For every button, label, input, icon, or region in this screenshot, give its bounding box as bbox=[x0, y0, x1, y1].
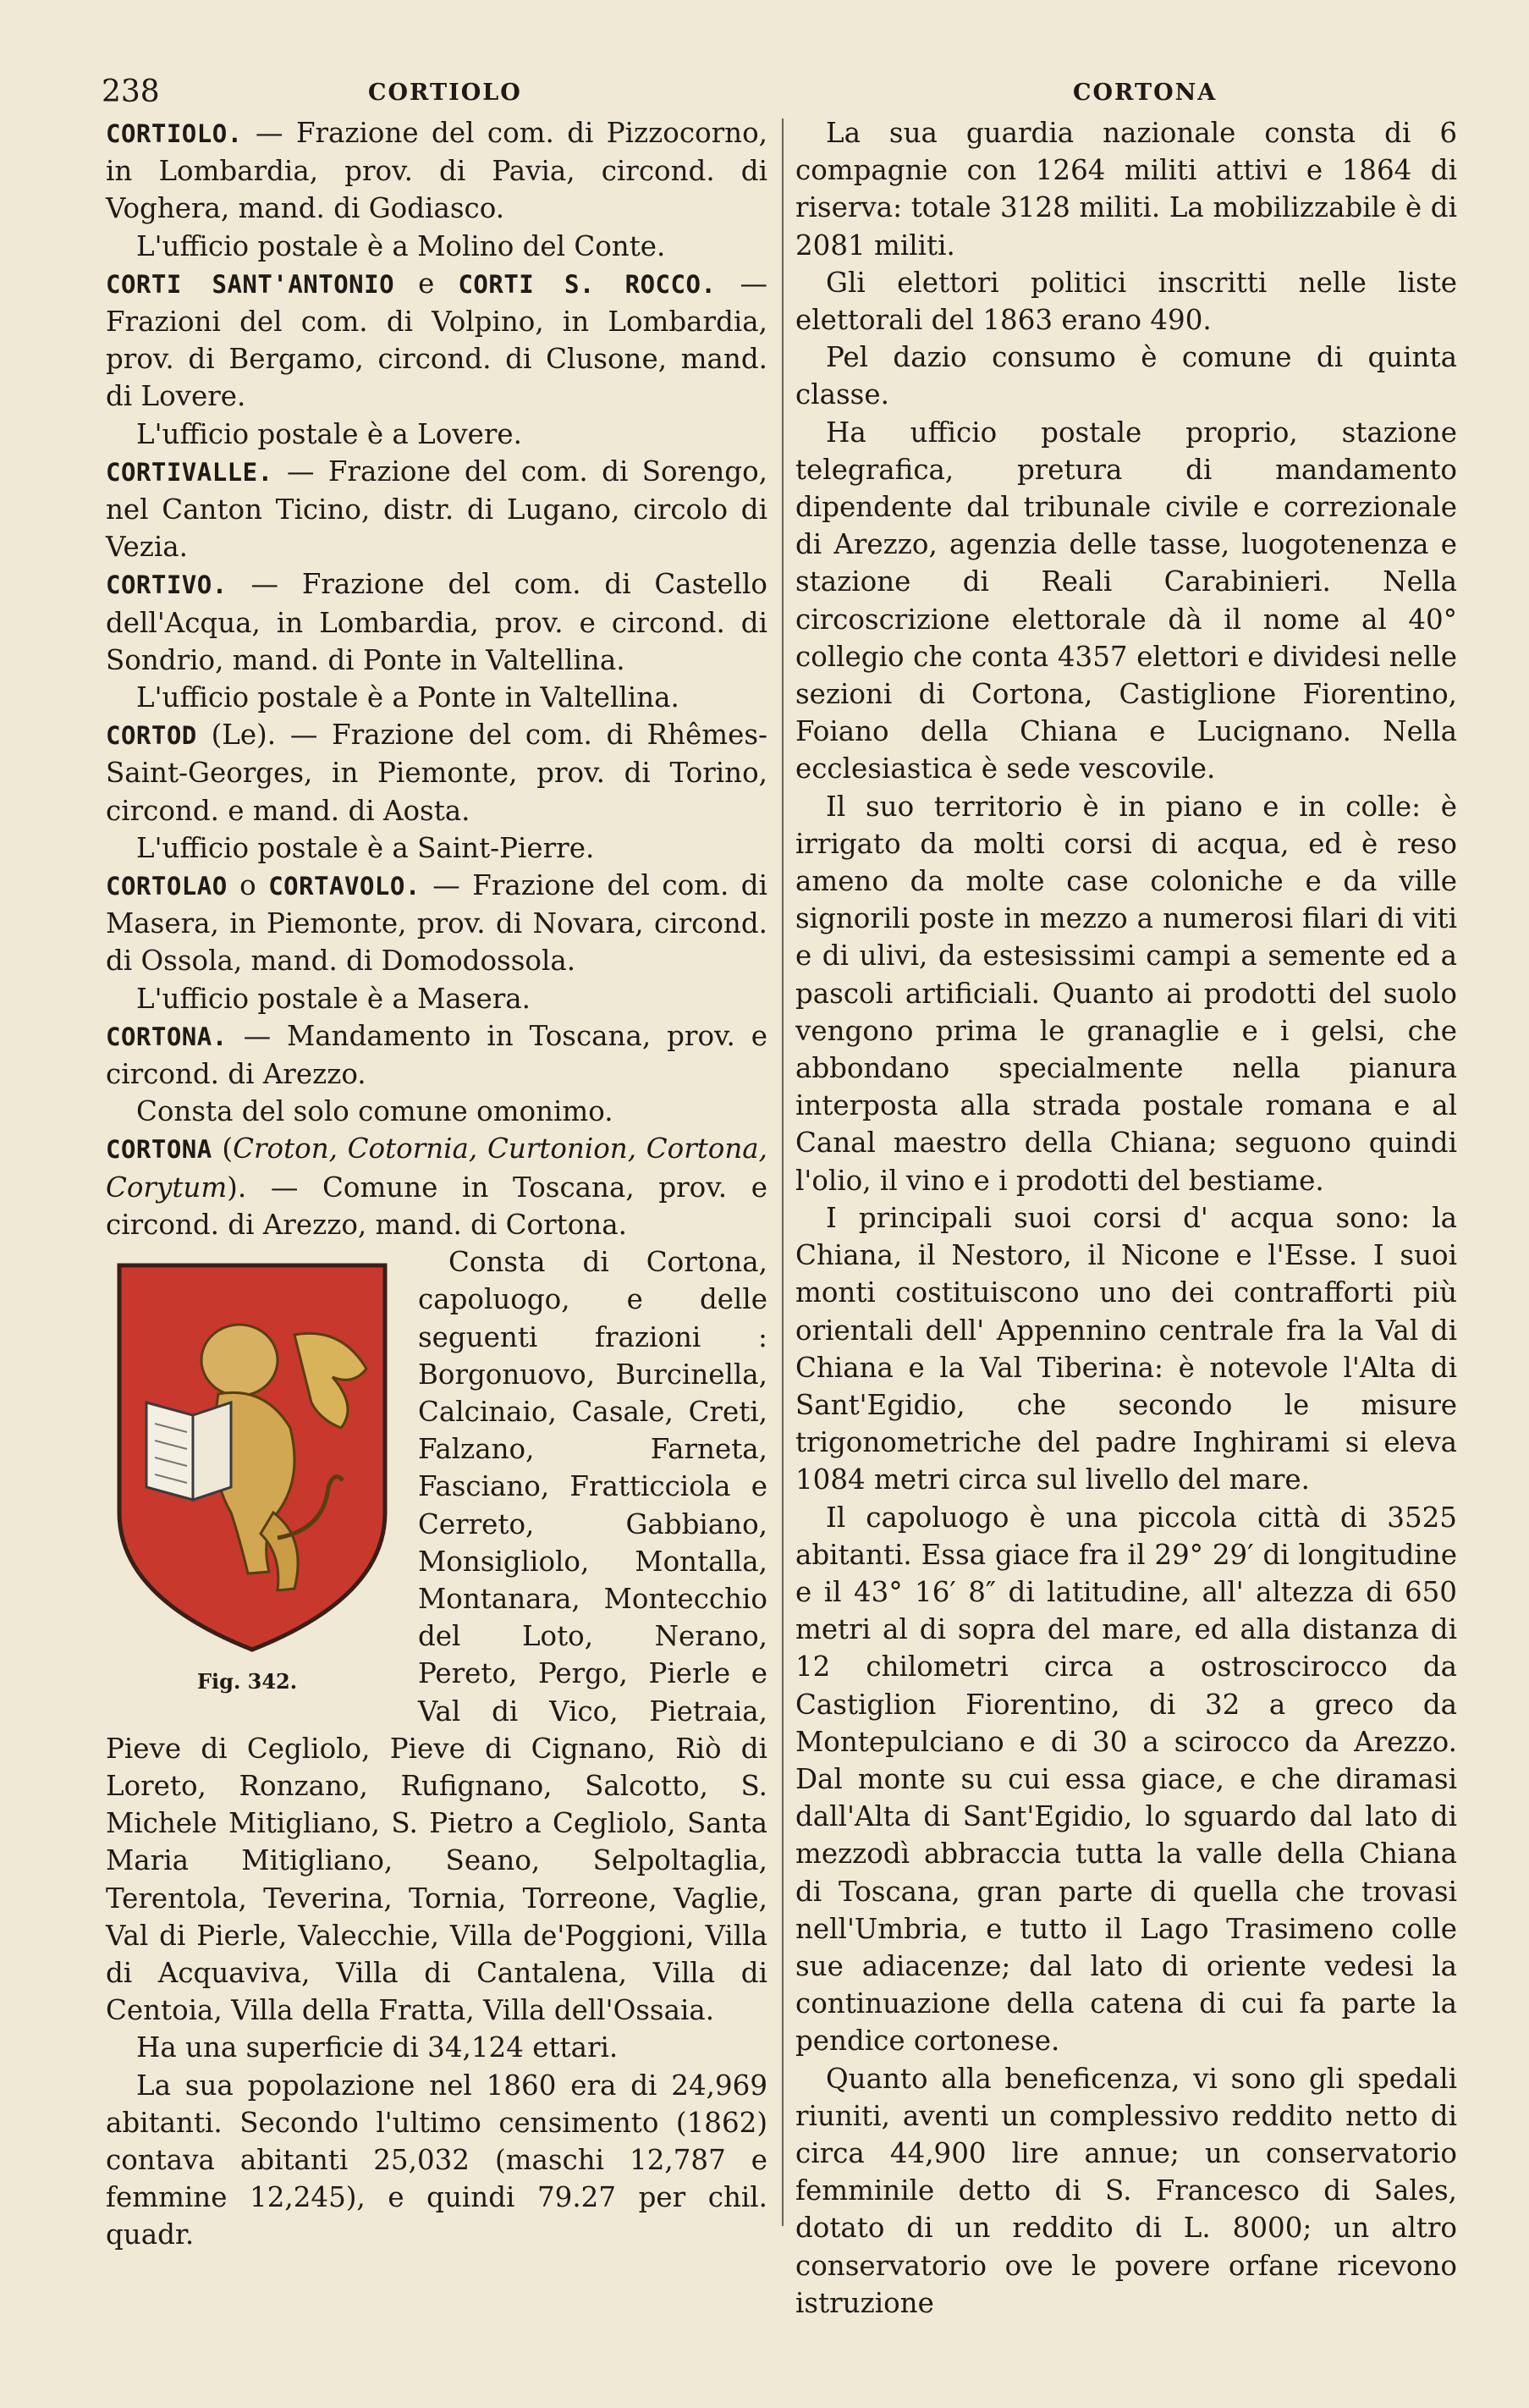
paragraph-beneficenza: Quanto alla beneficenza, vi sono gli spedali riuniti, aventi un complessivo reddito netto di circa 44,900 lire annue; un conservatorio femminile detto di S. Francesco di Sales, dotato di un reddito di L. 8000; un altro conservatorio ove le povere orfane ricevono istruzione bbox=[795, 2062, 1457, 2319]
headword: CORTONA. bbox=[106, 1022, 228, 1051]
entry-text: — Frazione del com. di Castello dell'Acqua, in Lombardia, prov. e circond. di Sondrio, mand. di Ponte in Valtellina. bbox=[106, 568, 767, 676]
entry-cortona-mandamento bbox=[106, 1017, 767, 1093]
entry-text: L'ufficio postale è a Ponte in Valtellina. bbox=[136, 681, 679, 714]
open-book bbox=[146, 1402, 231, 1500]
entry-text: L'ufficio postale è a Saint-Pierre. bbox=[136, 831, 595, 864]
entry-cortivalle bbox=[106, 453, 767, 566]
headword: CORTOD bbox=[106, 721, 197, 751]
connector: o bbox=[227, 869, 269, 902]
headword: CORTI SANT'ANTONIO bbox=[106, 269, 395, 299]
entry-text: Consta del solo comune omonimo. bbox=[136, 1095, 613, 1128]
connector: e bbox=[394, 267, 459, 300]
running-head-left: CORTIOLO bbox=[368, 80, 522, 106]
headword: CORTIVO. bbox=[106, 570, 228, 600]
figure-caption: Fig. 342. bbox=[197, 1669, 298, 1694]
page-number: 238 bbox=[102, 74, 160, 109]
entry-text: L'ufficio postale è a Molino del Conte. bbox=[136, 229, 666, 262]
paragraph-dazio: Pel dazio consumo è comune di quinta classe. bbox=[795, 341, 1457, 411]
column-divider bbox=[782, 118, 784, 2226]
entry-text: — Frazione del com. di Masera, in Piemonte, prov. di Novara, circond. di Ossola, mand. di Domodossola. bbox=[106, 869, 767, 978]
paragraph-corsi-acqua: I principali suoi corsi d' acqua sono: la Chiana, il Nestoro, il Nicone e l'Esse. I suoi monti costituiscono uno dei contrafforti più orientali dell' Appennino centrale fra la Val di Chiana e la Val Tiberina: è notevole l'Alta di Sant'Egidio, che secondo le misure trigonometriche del padre Inghirami si eleva 1084 metri circa sul livello del mare. bbox=[795, 1201, 1457, 1496]
entry-cortiolo bbox=[106, 114, 767, 228]
entry-superficie: Ha una superficie di 34,124 ettari. bbox=[136, 2031, 619, 2064]
paren-open: ( bbox=[212, 1132, 234, 1165]
entry-popolazione: La sua popolazione nel 1860 era di 24,969 abitanti. Secondo l'ultimo censimento (1862) contava abitanti 25,032 (maschi 12,787 e femmine 12,245), e quindi 79.27 per chil. quadr. bbox=[106, 2069, 767, 2251]
headword: CORTONA bbox=[106, 1135, 212, 1165]
headword-paren: (Le). bbox=[196, 719, 277, 752]
entry-text: — Frazione del com. di Sorengo, nel Canton Ticino, distr. di Lugano, circolo di Vezia. bbox=[106, 455, 767, 564]
running-head-right: CORTONA bbox=[1073, 80, 1218, 106]
entry-text: — Frazioni del com. di Volpino, in Lombardia, prov. di Bergamo, circond. di Clusone, mand. di Lovere. bbox=[106, 267, 767, 413]
headword: CORTI S. ROCCO. bbox=[458, 269, 717, 299]
entry-text: — Frazione del com. di Rhêmes-Saint-Georges, in Piemonte, prov. di Torino, circond. e mand. di Aosta. bbox=[106, 719, 767, 827]
headword: CORTAVOLO. bbox=[268, 872, 421, 901]
entry-text: L'ufficio postale è a Lovere. bbox=[136, 417, 522, 450]
entry-text: — Frazione del com. di Pizzocorno, in Lombardia, prov. di Pavia, circond. di Voghera, mand. di Godiasco. bbox=[106, 117, 767, 225]
paragraph-uffici: Ha ufficio postale proprio, stazione telegrafica, pretura di mandamento dipendente dal tribunale civile e correzionale di Arezzo, agenzia delle tasse, luogotenenza e stazione di Reali Carabinieri. Nella circoscrizione elettorale dà il nome al 40° collegio che conta 4357 elettori e dividesi nelle sezioni di Cortona, Castiglione Fiorentino, Foiano della Chiana e Lucignano. Nella ecclesiastica è sede vescovile. bbox=[795, 416, 1457, 785]
entry-cortolao bbox=[106, 867, 767, 980]
headword: CORTIOLO. bbox=[106, 119, 243, 148]
entry-cortona-comune bbox=[106, 1130, 767, 1243]
paragraph-territorio: Il suo territorio è in piano e in colle: è irrigato da molti corsi di acqua, ed è reso ameno da molte case coloniche e da ville signorili poste in mezzo a numerosi filari di viti e di ulivi, da estesissimi campi a semente ed a pascoli artificiali. Quanto ai prodotti del suolo vengono prima le granaglie e i gelsi, che abbondano specialmente nella pianura interposta alla strada postale romana e al Canal maestro della Chiana; seguono quindi l'olio, il vino e i prodotti del bestiame. bbox=[795, 790, 1457, 1197]
left-column bbox=[106, 114, 767, 2254]
entry-text: — Mandamento in Toscana, prov. e circond. di Arezzo. bbox=[106, 1019, 767, 1091]
paragraph-guardia: La sua guardia nazionale consta di 6 compagnie con 1264 militi attivi e 1864 di riserva: totale 3128 militi. La mobilizzabile è di 2081 militi. bbox=[795, 117, 1457, 262]
entry-corti bbox=[106, 265, 767, 416]
paren-close: ). bbox=[227, 1171, 247, 1204]
paragraph-elettori: Gli elettori politici inscritti nelle liste elettorali del 1863 erano 490. bbox=[795, 266, 1457, 337]
coat-of-arms-image bbox=[113, 1259, 392, 1656]
entry-text: L'ufficio postale è a Masera. bbox=[136, 982, 531, 1015]
entry-cortivo bbox=[106, 565, 767, 679]
headword: CORTOLAO bbox=[106, 872, 228, 901]
right-column bbox=[795, 114, 1457, 2322]
entry-cortod bbox=[106, 716, 767, 829]
latin-names: Croton, Cotornia, Curtonion, Cortona, Corytum bbox=[106, 1132, 767, 1204]
entry-text: — Comune in Toscana, prov. e circond. di Arezzo, mand. di Cortona. bbox=[106, 1171, 767, 1241]
entry-frazioni: Consta di Cortona, capoluogo, e delle seguenti frazioni : Borgonuovo, Burcinella, Calcinaio, Casale, Creti, Falzano, Farneta, Fasciano, Fratticciola e Cerreto, Gabbiano, Monsigliolo, Montalla, Montanara, Montecchio del Loto, Nerano, Pereto, Pergo, Pierle e Val di Vico, Pietraia, Pieve di Cegliolo, Pieve di Cignano, Riò di Loreto, Ronzano, Rufignano, Salcotto, S. Michele Mitigliano, S. Pietro a Cegliolo, Santa Maria Mitigliano, Seano, Selpoltaglia, Terentola, Teverina, Tornia, Torreone, Vaglie, Val di Pierle, Valecchie, Villa de'Poggioni, Villa di Acquaviva, Villa di Cantalena, Villa di Centoia, Villa della Fratta, Villa dell'Ossaia. bbox=[106, 1246, 767, 2027]
coat-of-arms-figure bbox=[106, 1259, 406, 1716]
paragraph-capoluogo: Il capoluogo è una piccola città di 3525 abitanti. Essa giace fra il 29° 29′ di longitudine e il 43° 16′ 8″ di latitudine, all' altezza di 650 metri al di sopra del mare, ed alla distanza di 12 chilometri circa a ostroscirocco da Castiglion Fiorentino, di 32 a greco da Montepulciano e di 30 a scirocco da Arezzo. Dal monte su cui essa giace, e che diramasi dall'Alta di Sant'Egidio, lo sguardo dal lato di mezzodì abbraccia tutta la valle della Chiana di Toscana, gran parte di quella che trovasi nell'Umbria, e tutto il Lago Trasimeno colle sue adiacenze; dal lato di oriente vedesi la continuazione della catena di cui fa parte la pendice cortonese. bbox=[795, 1501, 1457, 2058]
headword: CORTIVALLE. bbox=[106, 457, 273, 487]
